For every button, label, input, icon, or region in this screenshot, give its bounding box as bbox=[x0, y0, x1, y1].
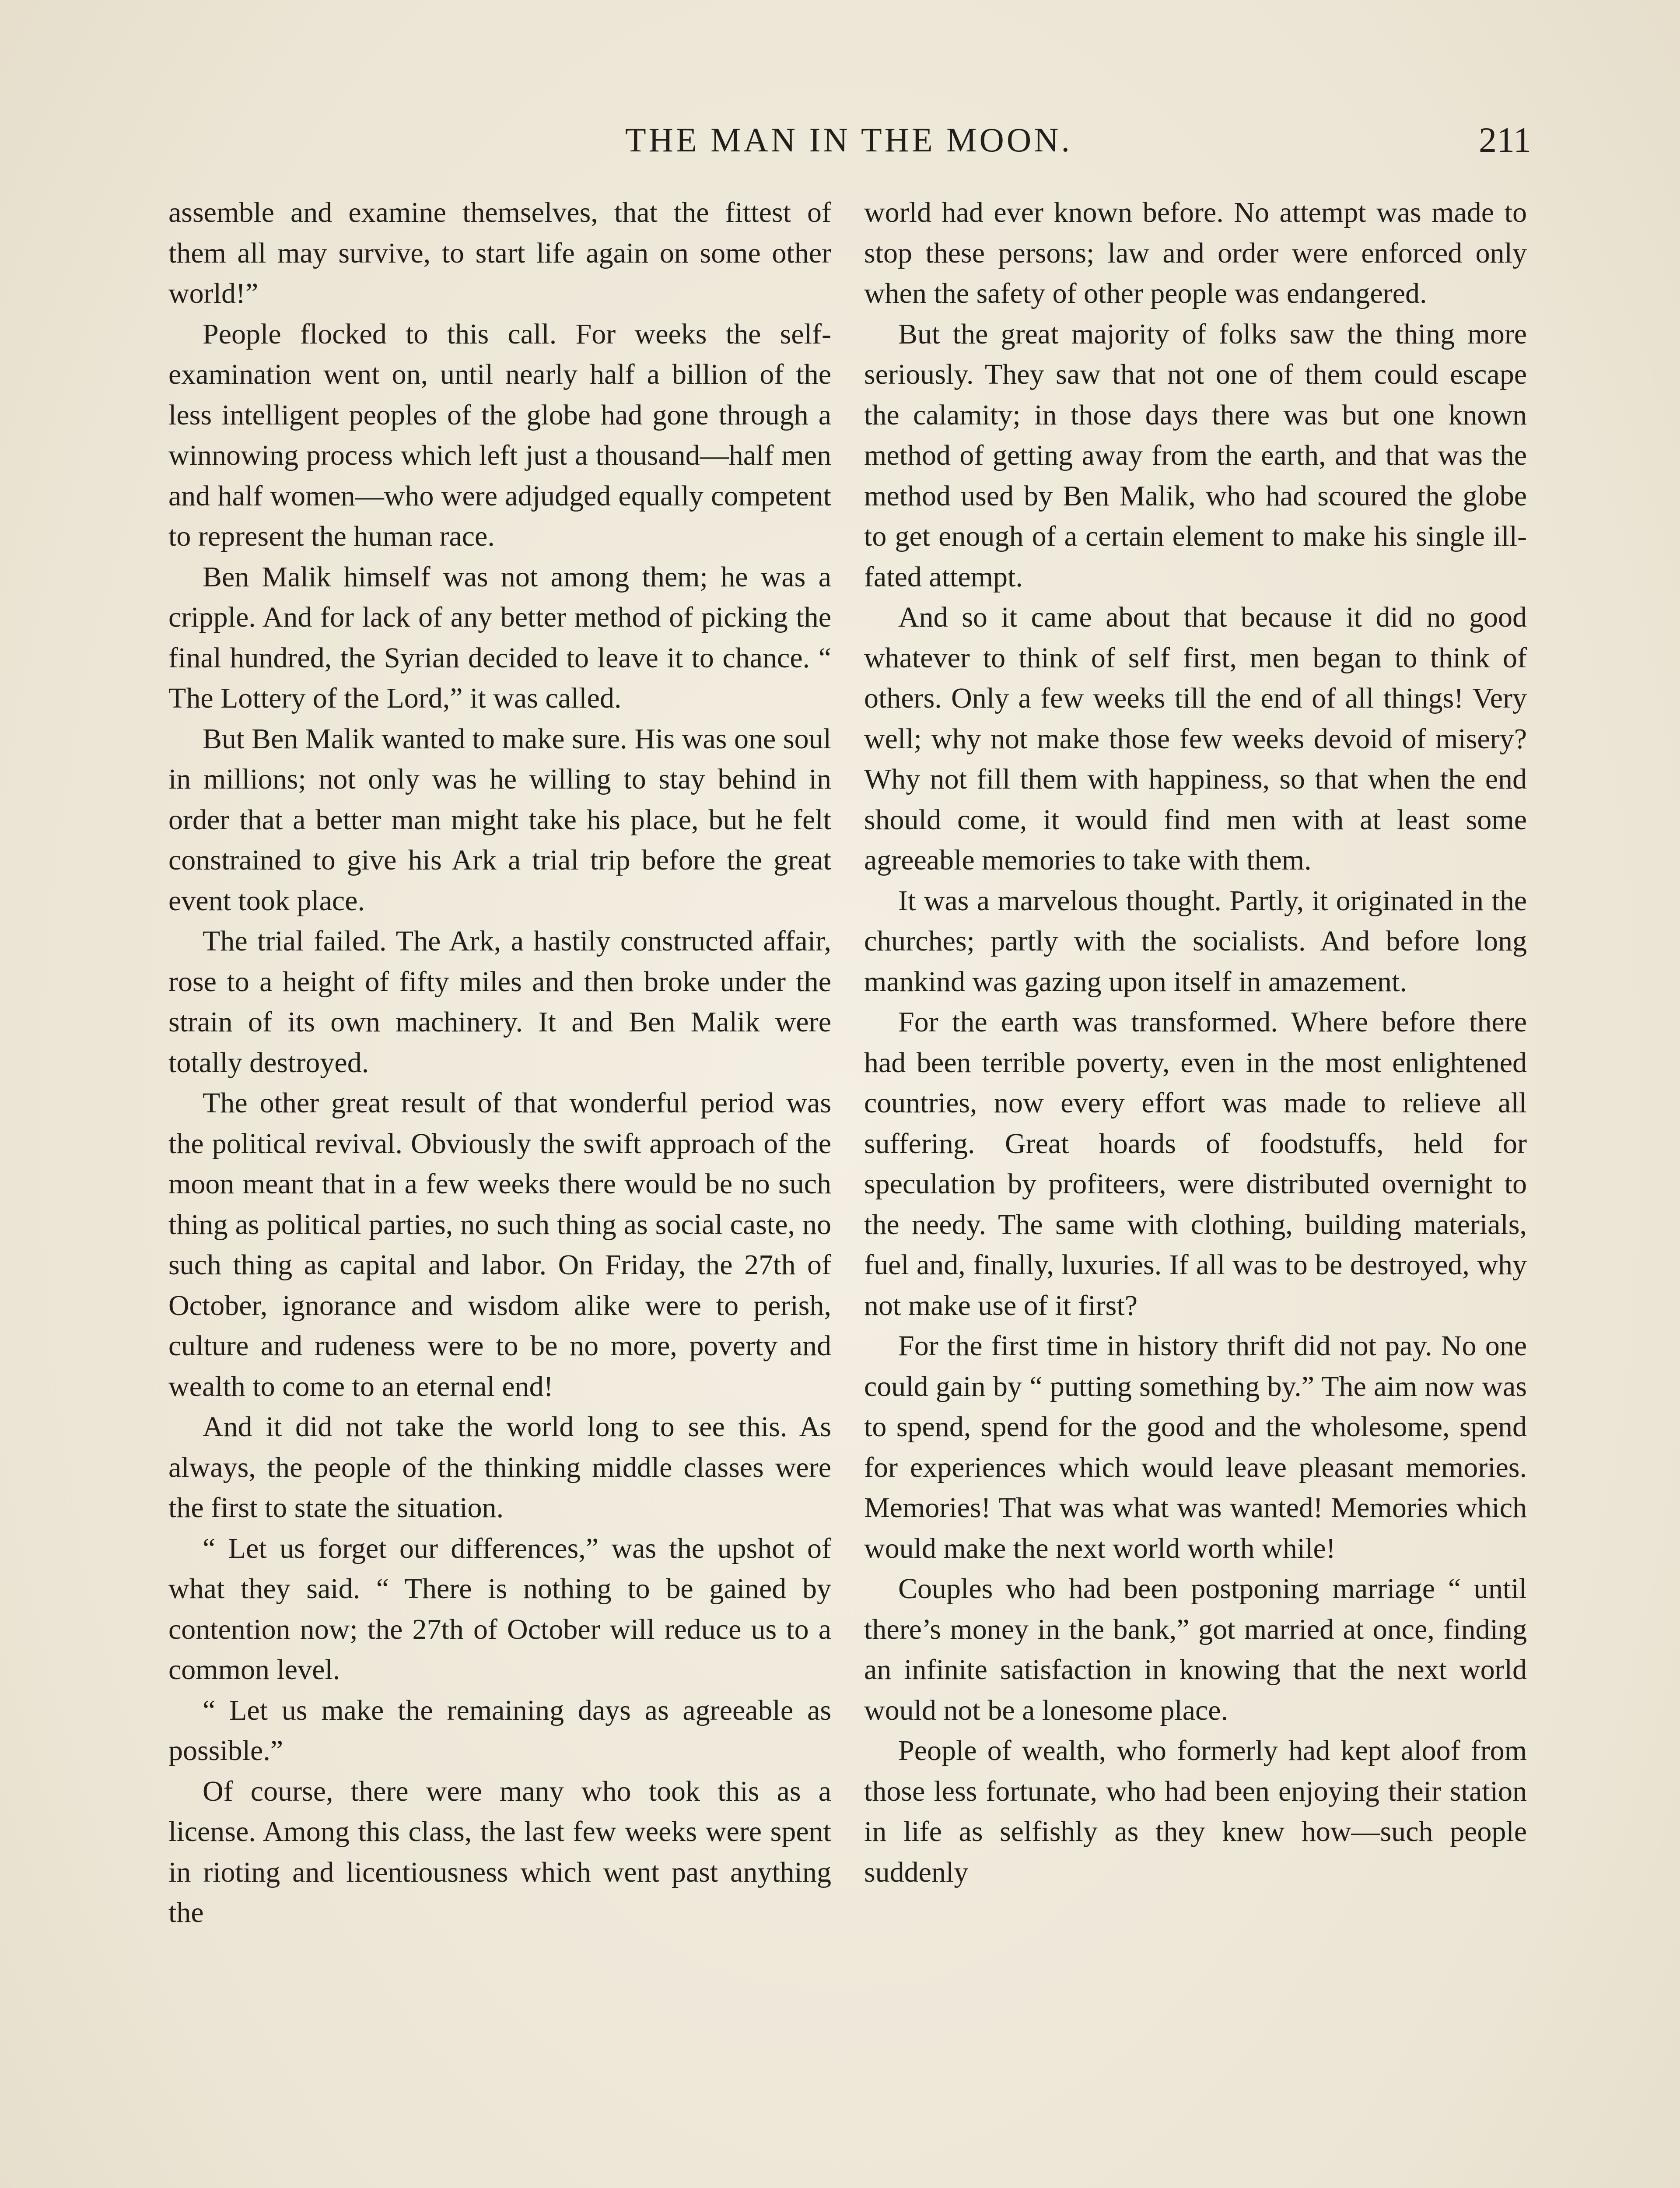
paragraph: The trial failed. The Ark, a hastily constructed affair, rose to a height of fifty miles and then broke under the strain of its own machinery. It and Ben Malik were totally destroyed. bbox=[168, 925, 831, 1079]
running-title: THE MAN IN THE MOON. bbox=[625, 121, 1072, 159]
paragraph: “ Let us forget our differences,” was the upshot of what they said. “ There is nothing to be gained by contention now; the 27th of October will reduce us to a common level. bbox=[168, 1532, 831, 1686]
paragraph: For the first time in history thrift did not pay. No one could gain by “ putting something by.” The aim now was to spend, spend for the good and the wholesome, spend for experiences which would leave pleasant memories. Memories! That was what was wanted! Memories which would make the next world worth while! bbox=[864, 1330, 1527, 1564]
paragraph: And so it came about that because it did no good whatever to think of self first, men began to think of others. Only a few weeks till the end of all things! Very well; why not make those few weeks devoid of misery? Why not fill them with happiness, so that when the end should come, it would find men with at least some agreeable memories to take with them. bbox=[864, 601, 1527, 876]
paragraph: It was a marvelous thought. Partly, it originated in the churches; partly with the socialists. And before long mankind was gazing upon itself in amazement. bbox=[864, 884, 1527, 998]
paragraph: People of wealth, who formerly had kept aloof from those less fortunate, who had been enjoying their station in life as selfishly as they knew how—such people suddenly bbox=[864, 1735, 1527, 1888]
paragraph: assemble and examine themselves, that the fittest of them all may survive, to start life again on some other world!” bbox=[168, 196, 831, 309]
paragraph: Of course, there were many who took this as a license. Among this class, the last few weeks were spent in rioting and licentiousness which went past anything the bbox=[168, 1775, 831, 1929]
paragraph: But Ben Malik wanted to make sure. His was one soul in millions; not only was he willing to stay behind in order that a better man might take his place, but he felt constrained to give his Ark a trial trip before the great event took place. bbox=[168, 722, 831, 917]
paragraph: Couples who had been postponing marriage “ until there’s money in the bank,” got married at once, finding an infinite satisfaction in knowing that the next world would not be a lonesome place. bbox=[864, 1573, 1527, 1726]
paragraph: People flocked to this call. For weeks the self-examination went on, until nearly half a billion of the less intelligent peoples of the globe had gone through a winnowing process which left just a thousand—half men and half women—who were adjudged equally competent to represent the human race. bbox=[168, 318, 831, 552]
paragraph: “ Let us make the remaining days as agreeable as possible.” bbox=[168, 1694, 831, 1767]
right-column bbox=[864, 193, 1527, 1893]
paragraph: For the earth was transformed. Where before there had been terrible poverty, even in the most enlightened countries, now every effort was made to relieve all suffering. Great hoards of foodstuffs, held for speculation by profiteers, were distributed overnight to the needy. The same with clothing, building materials, fuel and, finally, luxuries. If all was to be destroyed, why not make use of it first? bbox=[864, 1006, 1527, 1322]
page-number: 211 bbox=[1479, 120, 1531, 160]
paragraph: Ben Malik himself was not among them; he was a cripple. And for lack of any better method of picking the final hundred, the Syrian decided to leave it to chance. “ The Lottery of the Lord,” it was called. bbox=[168, 561, 831, 714]
paragraph: But the great majority of folks saw the thing more seriously. They saw that not one of them could escape the calamity; in those days there was but one known method of getting away from the earth, and that was the method used by Ben Malik, who had scoured the globe to get enough of a certain element to make his single ill-fated attempt. bbox=[864, 318, 1527, 593]
paragraph: world had ever known before. No attempt was made to stop these persons; law and order were enforced only when the safety of other people was endangered. bbox=[864, 196, 1527, 309]
paragraph: The other great result of that wonderful period was the political revival. Obviously the swift approach of the moon meant that in a few weeks there would be no such thing as political parties, no such thing as social caste, no such thing as capital and labor. On Friday, the 27th of October, ignorance and wisdom alike were to perish, culture and rudeness were to be no more, poverty and wealth to come to an eternal end! bbox=[168, 1087, 831, 1403]
running-header bbox=[166, 118, 1531, 171]
paragraph: And it did not take the world long to see this. As always, the people of the thinking middle classes were the first to state the situation. bbox=[168, 1411, 831, 1524]
left-column bbox=[168, 193, 831, 1933]
